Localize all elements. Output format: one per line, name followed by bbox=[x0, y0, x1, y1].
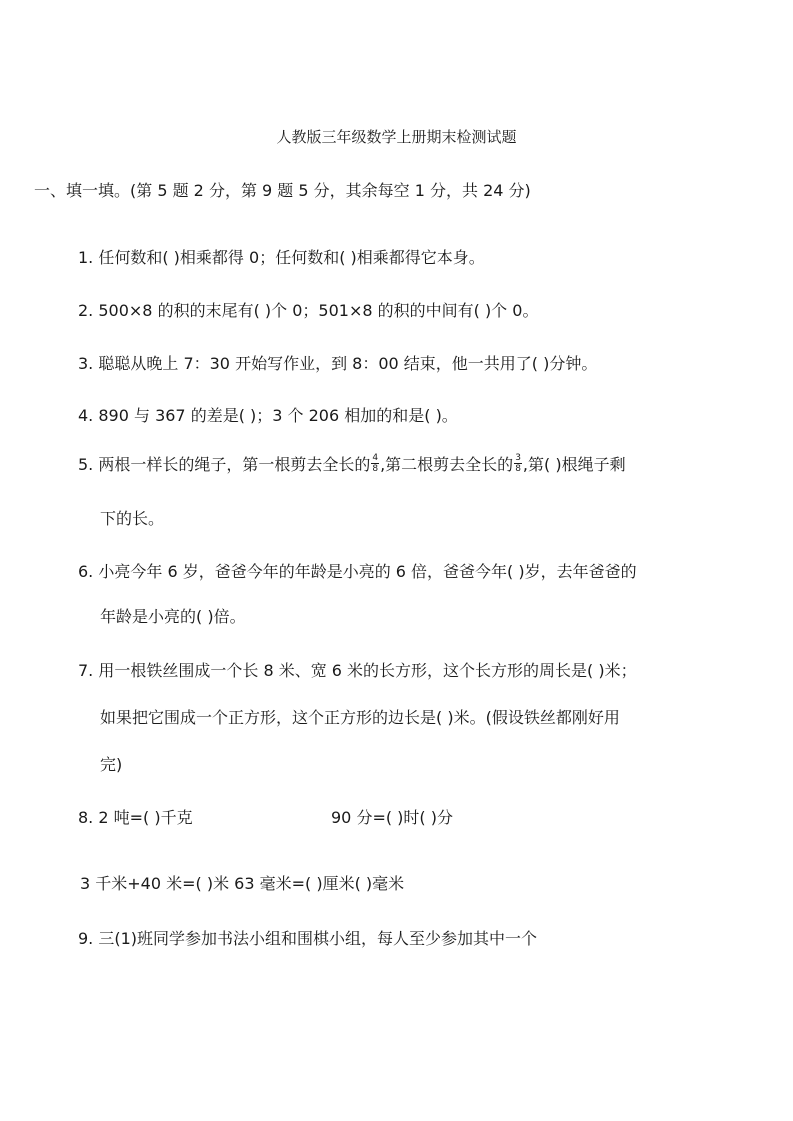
question-8-tons: 8. 2 吨=( )千克 bbox=[78, 808, 193, 827]
page-title: 人教版三年级数学上册期末检测试题 bbox=[276, 128, 517, 146]
fraction-1-numerator: 4 bbox=[372, 453, 379, 463]
question-3: 3. 聪聪从晚上 7：30 开始写作业，到 8：00 结束，他一共用了( )分钟。 bbox=[78, 354, 598, 373]
fraction-2-denominator: 8 bbox=[515, 464, 521, 474]
question-7-continuation-2: 完) bbox=[100, 755, 123, 774]
question-7: 7. 用一根铁丝围成一个长 8 米、宽 6 米的长方形，这个长方形的周长是( )米； bbox=[78, 661, 637, 680]
question-5 bbox=[78, 452, 626, 476]
fraction-four-eighths bbox=[371, 453, 379, 474]
question-8-minutes: 90 分=( )时( )分 bbox=[331, 808, 453, 827]
question-8-lengths: 3 千米+40 米=( )米 63 毫米=( )厘米( )毫米 bbox=[80, 874, 405, 893]
question-1: 1. 任何数和( )相乘都得 0；任何数和( )相乘都得它本身。 bbox=[78, 248, 485, 267]
question-9: 9. 三(1)班同学参加书法小组和围棋小组，每人至少参加其中一个 bbox=[78, 929, 538, 948]
question-5-part-b: ,第二根剪去全长的 bbox=[380, 455, 514, 474]
question-7-continuation-1: 如果把它围成一个正方形，这个正方形的边长是( )米。(假设铁丝都刚好用 bbox=[100, 708, 620, 727]
question-2: 2. 500×8 的积的末尾有( )个 0；501×8 的积的中间有( )个 0。 bbox=[78, 301, 539, 320]
question-4: 4. 890 与 367 的差是( )；3 个 206 相加的和是( )。 bbox=[78, 406, 458, 425]
question-5-part-c: ,第( )根绳子剩 bbox=[522, 455, 626, 474]
fraction-three-eighths bbox=[514, 453, 522, 474]
question-5-continuation: 下的长。 bbox=[100, 509, 165, 528]
question-5-part-a: 5. 两根一样长的绳子，第一根剪去全长的 bbox=[78, 455, 371, 474]
fraction-1-denominator: 8 bbox=[372, 464, 379, 474]
fraction-2-numerator: 3 bbox=[515, 453, 521, 463]
question-6: 6. 小亮今年 6 岁，爸爸今年的年龄是小亮的 6 倍，爸爸今年( )岁，去年爸爸的 bbox=[78, 562, 637, 581]
question-6-continuation: 年龄是小亮的( )倍。 bbox=[100, 607, 246, 626]
section-heading-fill-in: 一、填一填。(第 5 题 2 分，第 9 题 5 分，其余每空 1 分，共 24 分) bbox=[34, 181, 531, 200]
